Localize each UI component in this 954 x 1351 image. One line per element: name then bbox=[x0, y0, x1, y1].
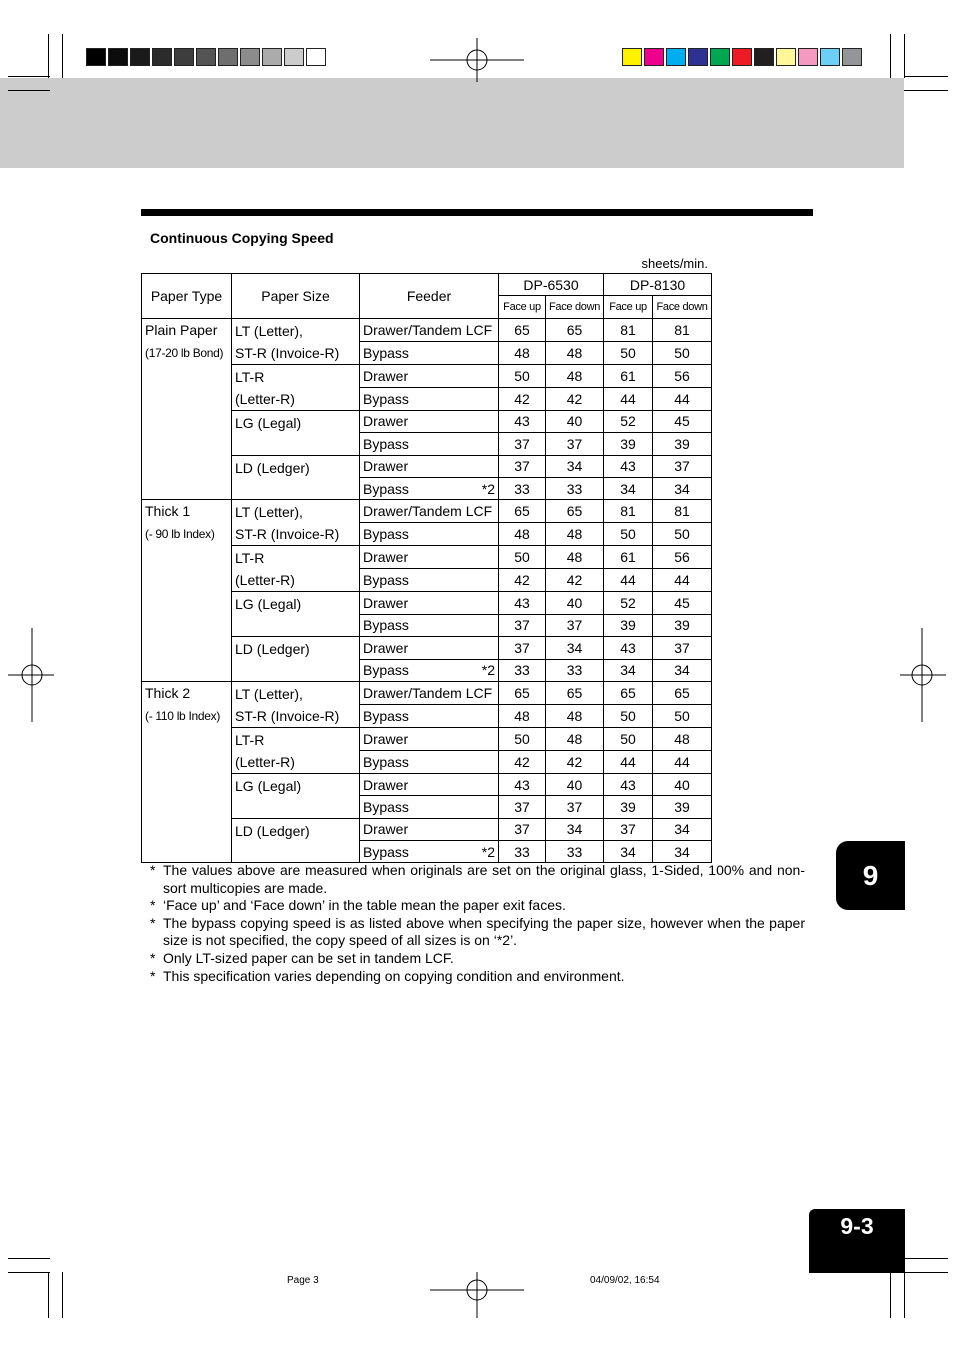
speed-value-cell: 61 bbox=[604, 364, 653, 387]
feeder-content bbox=[363, 797, 495, 817]
paper-size-line: LT (Letter), bbox=[235, 322, 303, 339]
speed-value-cell: 34 bbox=[604, 659, 653, 681]
paper-size-line: LT-R bbox=[235, 550, 265, 567]
paper-size-cell bbox=[232, 364, 360, 410]
crop-mark bbox=[904, 34, 905, 78]
feeder-cell bbox=[360, 341, 499, 364]
paper-size-cell bbox=[232, 592, 360, 637]
paper-size-line: LD (Ledger) bbox=[235, 459, 310, 476]
color-swatch bbox=[152, 48, 172, 66]
color-swatch bbox=[754, 48, 774, 66]
speed-value-cell: 43 bbox=[604, 773, 653, 795]
speed-value-cell: 42 bbox=[499, 750, 546, 773]
speed-value-cell: 44 bbox=[653, 569, 712, 592]
table-row bbox=[142, 681, 712, 704]
grayscale-calibration-bar bbox=[86, 48, 328, 68]
feeder-content bbox=[363, 660, 495, 680]
speed-value-cell: 42 bbox=[546, 569, 604, 592]
speed-value-cell: 33 bbox=[546, 477, 604, 499]
color-swatch bbox=[798, 48, 818, 66]
speed-value-cell: 50 bbox=[499, 727, 546, 750]
feeder-label: Bypass bbox=[363, 753, 409, 770]
speed-value-cell: 65 bbox=[653, 681, 712, 704]
feeder-label: Drawer bbox=[363, 413, 409, 430]
feeder-content bbox=[363, 842, 495, 862]
feeder-label: Bypass bbox=[363, 526, 409, 543]
feeder-footnote-ref: *2 bbox=[481, 480, 495, 497]
speed-value-cell: 43 bbox=[604, 455, 653, 477]
speed-value-cell: 48 bbox=[546, 364, 604, 387]
speed-value-cell: 34 bbox=[546, 455, 604, 477]
feeder-cell bbox=[360, 318, 499, 341]
color-swatch bbox=[130, 48, 150, 66]
paper-size-cell bbox=[232, 818, 360, 863]
feeder-cell bbox=[360, 773, 499, 795]
speed-value-cell: 39 bbox=[604, 796, 653, 818]
color-swatch bbox=[732, 48, 752, 66]
paper-size-line: LG (Legal) bbox=[235, 596, 302, 613]
footnote-item bbox=[150, 897, 805, 915]
paper-size-cell bbox=[232, 455, 360, 500]
speed-value-cell: 65 bbox=[499, 500, 546, 523]
speed-value-cell: 48 bbox=[546, 704, 604, 727]
feeder-cell bbox=[360, 455, 499, 477]
speed-value-cell: 50 bbox=[604, 727, 653, 750]
feeder-content bbox=[363, 524, 495, 544]
feeder-label: Drawer bbox=[363, 595, 409, 612]
speed-value-cell: 37 bbox=[546, 614, 604, 636]
paper-size-cell bbox=[232, 681, 360, 727]
feeder-label: Bypass bbox=[363, 480, 409, 497]
paper-size-line: (Letter-R) bbox=[235, 572, 295, 589]
footnote-text: ‘Face up’ and ‘Face down’ in the table mean the paper exit faces. bbox=[163, 897, 566, 914]
speed-value-cell: 65 bbox=[499, 318, 546, 341]
speed-value-cell: 50 bbox=[499, 546, 546, 569]
feeder-cell bbox=[360, 546, 499, 569]
speed-value-cell: 37 bbox=[653, 455, 712, 477]
feeder-content bbox=[363, 501, 495, 521]
paper-size-cell bbox=[232, 773, 360, 818]
table-row bbox=[142, 318, 712, 341]
paper-size-line: (Letter-R) bbox=[235, 390, 295, 407]
speed-value-cell: 56 bbox=[653, 546, 712, 569]
header-feeder: Feeder bbox=[360, 274, 499, 319]
color-swatch bbox=[196, 48, 216, 66]
feeder-cell bbox=[360, 727, 499, 750]
paper-size-line: LT-R bbox=[235, 731, 265, 748]
speed-value-cell: 44 bbox=[604, 569, 653, 592]
header-band bbox=[0, 78, 904, 168]
feeder-cell bbox=[360, 569, 499, 592]
crop-mark bbox=[8, 1272, 50, 1273]
speed-value-cell: 39 bbox=[653, 614, 712, 636]
speed-value-cell: 40 bbox=[546, 773, 604, 795]
feeder-content bbox=[363, 819, 495, 839]
footer-timestamp: 04/09/02, 16:54 bbox=[590, 1275, 660, 1286]
speed-value-cell: 50 bbox=[653, 341, 712, 364]
registration-mark-right bbox=[900, 628, 946, 722]
header-face-down: Face down bbox=[546, 296, 604, 318]
paper-size-cell bbox=[232, 727, 360, 773]
feeder-content bbox=[363, 343, 495, 363]
crop-mark bbox=[62, 1272, 63, 1318]
crop-mark bbox=[48, 1272, 49, 1318]
footnote-marker: * bbox=[150, 949, 156, 966]
speed-value-cell: 34 bbox=[653, 841, 712, 863]
header-model-dp8130: DP-8130 bbox=[604, 274, 712, 296]
speed-value-cell: 52 bbox=[604, 592, 653, 614]
speed-value-cell: 33 bbox=[499, 659, 546, 681]
color-swatch bbox=[666, 48, 686, 66]
footnote-text: Only LT-sized paper can be set in tandem LCF. bbox=[163, 949, 454, 966]
speed-value-cell: 37 bbox=[499, 455, 546, 477]
speed-value-cell: 56 bbox=[653, 364, 712, 387]
feeder-cell bbox=[360, 818, 499, 840]
color-swatch bbox=[262, 48, 282, 66]
crop-mark bbox=[890, 34, 891, 78]
paper-weight-label: (- 110 lb Index) bbox=[145, 708, 221, 723]
feeder-footnote-ref: *2 bbox=[481, 662, 495, 679]
paper-type-cell bbox=[142, 318, 232, 500]
crop-mark bbox=[904, 1272, 948, 1273]
speed-value-cell: 44 bbox=[604, 387, 653, 410]
feeder-label: Drawer bbox=[363, 730, 409, 747]
feeder-cell bbox=[360, 841, 499, 863]
speed-value-cell: 50 bbox=[653, 523, 712, 546]
speed-value-cell: 34 bbox=[546, 637, 604, 659]
feeder-cell bbox=[360, 681, 499, 704]
feeder-content bbox=[363, 683, 495, 703]
color-swatch bbox=[306, 48, 326, 66]
feeder-label: Bypass bbox=[363, 617, 409, 634]
footnote-marker: * bbox=[150, 967, 156, 984]
speed-value-cell: 48 bbox=[546, 523, 604, 546]
paper-size-line: LT (Letter), bbox=[235, 504, 303, 521]
speed-value-cell: 39 bbox=[604, 614, 653, 636]
feeder-cell bbox=[360, 637, 499, 659]
feeder-content bbox=[363, 706, 495, 726]
speed-value-cell: 42 bbox=[546, 750, 604, 773]
crop-mark bbox=[8, 90, 50, 91]
feeder-content bbox=[363, 434, 495, 454]
paper-size-cell bbox=[232, 500, 360, 546]
feeder-cell bbox=[360, 796, 499, 818]
color-calibration-bar bbox=[622, 48, 864, 68]
color-swatch bbox=[108, 48, 128, 66]
feeder-cell bbox=[360, 364, 499, 387]
paper-size-cell bbox=[232, 546, 360, 592]
feeder-cell bbox=[360, 477, 499, 499]
paper-size-cell bbox=[232, 410, 360, 455]
unit-label: sheets/min. bbox=[641, 256, 708, 271]
header-model-dp6530: DP-6530 bbox=[499, 274, 604, 296]
speed-value-cell: 34 bbox=[604, 841, 653, 863]
paper-size-line: LT-R bbox=[235, 368, 265, 385]
feeder-cell bbox=[360, 704, 499, 727]
chapter-tab: 9 bbox=[836, 841, 905, 910]
feeder-content bbox=[363, 570, 495, 590]
table-row bbox=[142, 500, 712, 523]
feeder-content bbox=[363, 638, 495, 658]
color-swatch bbox=[218, 48, 238, 66]
color-swatch bbox=[776, 48, 796, 66]
speed-value-cell: 48 bbox=[546, 546, 604, 569]
footer-page-label: Page 3 bbox=[287, 1275, 319, 1286]
feeder-content bbox=[363, 729, 495, 749]
speed-value-cell: 39 bbox=[653, 796, 712, 818]
speed-value-cell: 48 bbox=[546, 341, 604, 364]
feeder-footnote-ref: *2 bbox=[481, 843, 495, 860]
speed-value-cell: 34 bbox=[653, 818, 712, 840]
crop-mark bbox=[904, 76, 948, 77]
header-face-down: Face down bbox=[653, 296, 712, 318]
registration-mark-left bbox=[8, 628, 54, 722]
feeder-content bbox=[363, 456, 495, 476]
speed-value-cell: 43 bbox=[499, 410, 546, 432]
speed-value-cell: 33 bbox=[499, 477, 546, 499]
crop-mark bbox=[904, 90, 948, 91]
color-swatch bbox=[820, 48, 840, 66]
paper-size-line: LG (Legal) bbox=[235, 777, 302, 794]
speed-value-cell: 65 bbox=[546, 318, 604, 341]
section-rule bbox=[141, 209, 813, 216]
footnotes bbox=[150, 862, 805, 985]
registration-mark-bottom bbox=[430, 1272, 524, 1318]
section-title: Continuous Copying Speed bbox=[150, 230, 334, 246]
speed-value-cell: 48 bbox=[499, 704, 546, 727]
color-swatch bbox=[644, 48, 664, 66]
speed-value-cell: 52 bbox=[604, 410, 653, 432]
footnote-marker: * bbox=[150, 897, 156, 914]
speed-value-cell: 81 bbox=[604, 500, 653, 523]
crop-mark bbox=[8, 76, 50, 77]
feeder-content bbox=[363, 366, 495, 386]
feeder-label: Bypass bbox=[363, 662, 409, 679]
feeder-content bbox=[363, 320, 495, 340]
paper-type-label: Plain Paper bbox=[145, 321, 218, 338]
speed-value-cell: 37 bbox=[653, 637, 712, 659]
paper-type-label: Thick 1 bbox=[145, 503, 191, 520]
feeder-label: Drawer bbox=[363, 458, 409, 475]
color-swatch bbox=[842, 48, 862, 66]
speed-value-cell: 44 bbox=[653, 387, 712, 410]
speed-value-cell: 34 bbox=[604, 477, 653, 499]
speed-value-cell: 48 bbox=[653, 727, 712, 750]
speed-value-cell: 34 bbox=[653, 477, 712, 499]
paper-size-line: LD (Ledger) bbox=[235, 641, 310, 658]
speed-value-cell: 65 bbox=[604, 681, 653, 704]
footnote-item bbox=[150, 862, 805, 897]
feeder-content bbox=[363, 752, 495, 772]
feeder-cell bbox=[360, 750, 499, 773]
paper-size-line: ST-R (Invoice-R) bbox=[235, 526, 340, 543]
footnote-item bbox=[150, 968, 805, 986]
footnote-marker: * bbox=[150, 862, 156, 878]
speed-value-cell: 50 bbox=[499, 364, 546, 387]
feeder-cell bbox=[360, 523, 499, 546]
speed-value-cell: 33 bbox=[546, 841, 604, 863]
speed-value-cell: 42 bbox=[499, 569, 546, 592]
paper-size-line: LT (Letter), bbox=[235, 685, 303, 702]
header-face-up: Face up bbox=[499, 296, 546, 318]
header-paper-type: Paper Type bbox=[142, 274, 232, 319]
feeder-content bbox=[363, 547, 495, 567]
header-paper-size: Paper Size bbox=[232, 274, 360, 319]
feeder-label: Drawer/Tandem LCF bbox=[363, 321, 493, 338]
speed-value-cell: 40 bbox=[546, 410, 604, 432]
speed-value-cell: 40 bbox=[653, 773, 712, 795]
footnote-text: The values above are measured when originals are set on the original glass, 1-Sided, 100% and non-sort multicopies are made. bbox=[163, 862, 805, 896]
footnote-text: This specification varies depending on copying condition and environment. bbox=[163, 967, 625, 984]
speed-value-cell: 33 bbox=[499, 841, 546, 863]
crop-mark bbox=[48, 34, 49, 78]
speed-value-cell: 45 bbox=[653, 592, 712, 614]
speed-value-cell: 43 bbox=[499, 592, 546, 614]
feeder-content bbox=[363, 389, 495, 409]
feeder-label: Drawer bbox=[363, 367, 409, 384]
feeder-label: Bypass bbox=[363, 843, 409, 860]
color-swatch bbox=[86, 48, 106, 66]
paper-size-line: (Letter-R) bbox=[235, 753, 295, 770]
speed-value-cell: 65 bbox=[499, 681, 546, 704]
crop-mark bbox=[904, 1272, 905, 1318]
feeder-cell bbox=[360, 592, 499, 614]
feeder-cell bbox=[360, 410, 499, 432]
paper-size-line: LG (Legal) bbox=[235, 414, 302, 431]
footnote-item bbox=[150, 915, 805, 950]
crop-mark bbox=[8, 1258, 50, 1259]
speed-value-cell: 50 bbox=[604, 523, 653, 546]
speed-value-cell: 37 bbox=[499, 433, 546, 455]
paper-type-label: Thick 2 bbox=[145, 684, 191, 701]
header-face-up: Face up bbox=[604, 296, 653, 318]
feeder-label: Drawer bbox=[363, 549, 409, 566]
speed-value-cell: 48 bbox=[546, 727, 604, 750]
paper-weight-label: (- 90 lb Index) bbox=[145, 527, 215, 542]
speed-value-cell: 43 bbox=[604, 637, 653, 659]
crop-mark bbox=[890, 1272, 891, 1318]
feeder-label: Drawer/Tandem LCF bbox=[363, 684, 493, 701]
speed-value-cell: 37 bbox=[499, 818, 546, 840]
footnote-text: The bypass copying speed is as listed above when specifying the paper size, however when the paper size is not specified, the copy speed of all sizes is on ‘*2’. bbox=[163, 914, 805, 949]
feeder-content bbox=[363, 593, 495, 613]
feeder-content bbox=[363, 615, 495, 635]
speed-value-cell: 81 bbox=[653, 500, 712, 523]
speed-value-cell: 50 bbox=[653, 704, 712, 727]
footnote-item bbox=[150, 950, 805, 968]
feeder-label: Bypass bbox=[363, 344, 409, 361]
paper-type-cell bbox=[142, 500, 232, 682]
feeder-content bbox=[363, 411, 495, 431]
speed-value-cell: 33 bbox=[546, 659, 604, 681]
speed-value-cell: 42 bbox=[499, 387, 546, 410]
color-swatch bbox=[688, 48, 708, 66]
speed-value-cell: 37 bbox=[546, 796, 604, 818]
speed-value-cell: 37 bbox=[499, 796, 546, 818]
speed-value-cell: 40 bbox=[546, 592, 604, 614]
paper-weight-label: (17-20 lb Bond) bbox=[145, 345, 224, 360]
speed-value-cell: 42 bbox=[546, 387, 604, 410]
feeder-label: Bypass bbox=[363, 572, 409, 589]
speed-value-cell: 48 bbox=[499, 341, 546, 364]
crop-mark bbox=[62, 34, 63, 78]
speed-value-cell: 34 bbox=[653, 659, 712, 681]
copying-speed-table bbox=[141, 273, 712, 863]
paper-size-cell bbox=[232, 318, 360, 364]
speed-value-cell: 37 bbox=[499, 637, 546, 659]
speed-value-cell: 44 bbox=[653, 750, 712, 773]
speed-value-cell: 34 bbox=[546, 818, 604, 840]
speed-value-cell: 37 bbox=[499, 614, 546, 636]
registration-mark-top bbox=[430, 38, 524, 82]
footnote-marker: * bbox=[150, 914, 156, 931]
speed-value-cell: 39 bbox=[604, 433, 653, 455]
speed-value-cell: 81 bbox=[604, 318, 653, 341]
speed-value-cell: 48 bbox=[499, 523, 546, 546]
paper-size-line: ST-R (Invoice-R) bbox=[235, 707, 340, 724]
speed-value-cell: 37 bbox=[546, 433, 604, 455]
color-swatch bbox=[284, 48, 304, 66]
feeder-label: Bypass bbox=[363, 707, 409, 724]
feeder-content bbox=[363, 775, 495, 795]
feeder-cell bbox=[360, 659, 499, 681]
speed-value-cell: 37 bbox=[604, 818, 653, 840]
feeder-label: Drawer bbox=[363, 639, 409, 656]
crop-mark bbox=[904, 1258, 948, 1259]
speed-value-cell: 45 bbox=[653, 410, 712, 432]
speed-value-cell: 50 bbox=[604, 341, 653, 364]
feeder-label: Drawer bbox=[363, 776, 409, 793]
speed-value-cell: 44 bbox=[604, 750, 653, 773]
feeder-label: Drawer/Tandem LCF bbox=[363, 503, 493, 520]
feeder-label: Drawer bbox=[363, 821, 409, 838]
color-swatch bbox=[710, 48, 730, 66]
paper-size-line: LD (Ledger) bbox=[235, 822, 310, 839]
page-number-tab: 9-3 bbox=[809, 1209, 905, 1273]
paper-size-cell bbox=[232, 637, 360, 682]
feeder-label: Bypass bbox=[363, 435, 409, 452]
speed-value-cell: 61 bbox=[604, 546, 653, 569]
feeder-cell bbox=[360, 433, 499, 455]
color-swatch bbox=[622, 48, 642, 66]
paper-size-line: ST-R (Invoice-R) bbox=[235, 344, 340, 361]
feeder-content bbox=[363, 479, 495, 499]
color-swatch bbox=[240, 48, 260, 66]
color-swatch bbox=[174, 48, 194, 66]
feeder-label: Bypass bbox=[363, 798, 409, 815]
feeder-cell bbox=[360, 614, 499, 636]
speed-value-cell: 43 bbox=[499, 773, 546, 795]
feeder-cell bbox=[360, 387, 499, 410]
speed-value-cell: 50 bbox=[604, 704, 653, 727]
speed-value-cell: 39 bbox=[653, 433, 712, 455]
feeder-cell bbox=[360, 500, 499, 523]
paper-type-cell bbox=[142, 681, 232, 863]
speed-value-cell: 65 bbox=[546, 500, 604, 523]
speed-value-cell: 65 bbox=[546, 681, 604, 704]
speed-value-cell: 81 bbox=[653, 318, 712, 341]
feeder-label: Bypass bbox=[363, 390, 409, 407]
